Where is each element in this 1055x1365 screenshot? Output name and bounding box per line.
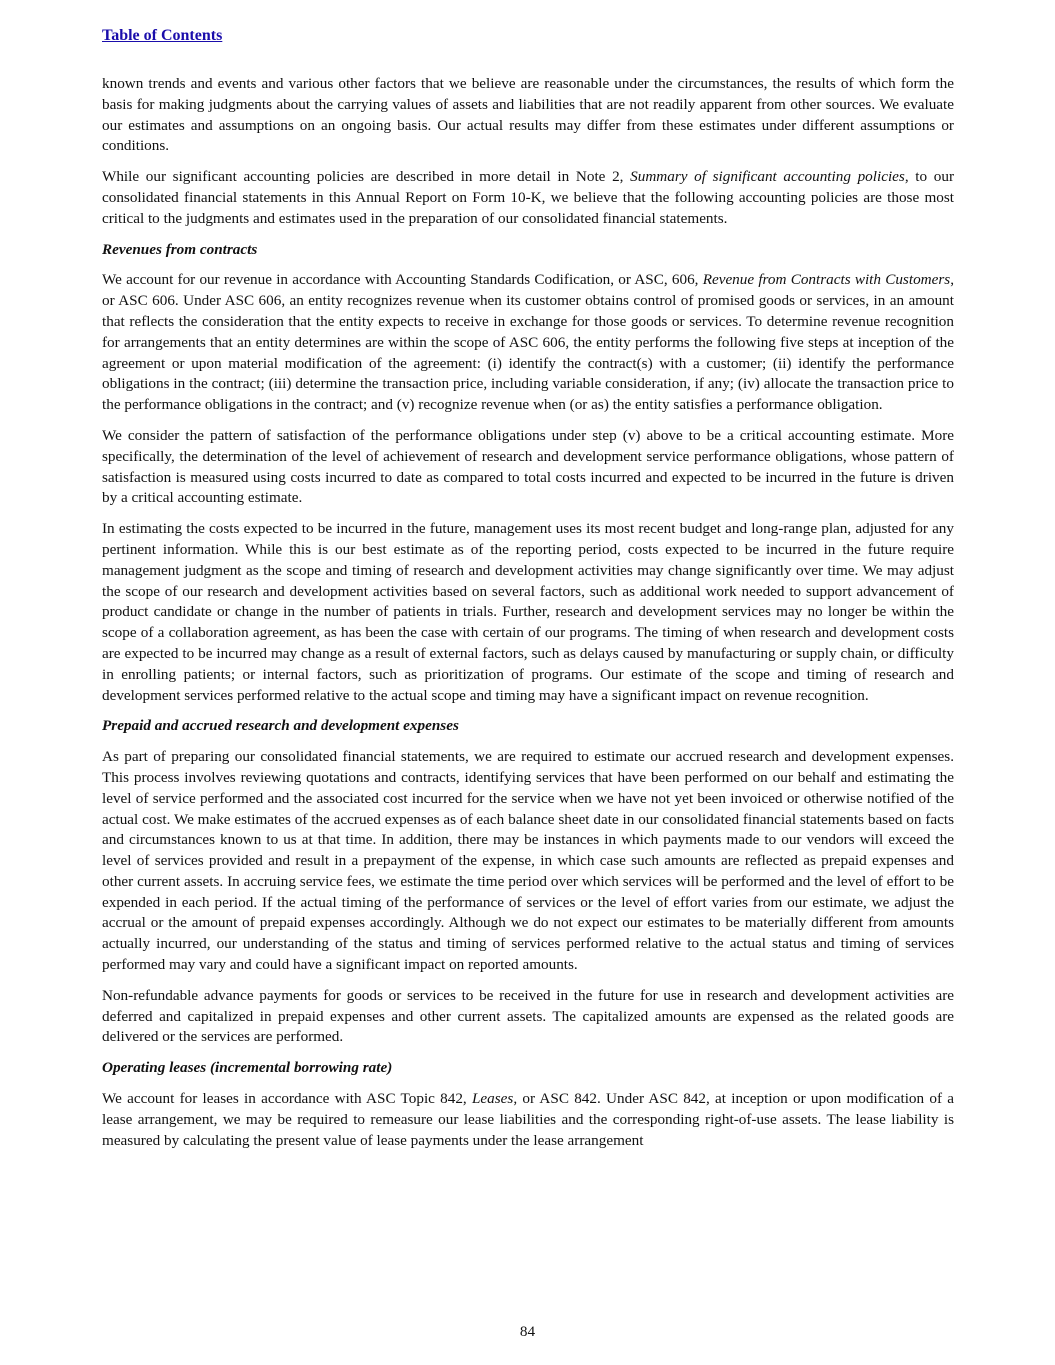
paragraph-text: While our significant accounting policies are described in more detail in Note 2, [102, 168, 631, 186]
paragraph-performance-obligations: We consider the pattern of satisfaction of the performance obligations under step (v) above to be a critical accounting estimate. More specifically, the determination of the level of achievement of research and development service performance obligations, whose pattern of satisfaction is measured using costs incurred to date as compared to total costs incurred and expected to be incurred in the future is driven by a critical accounting estimate. [102, 426, 954, 507]
paragraph-significant-policies [102, 167, 954, 229]
standard-title: Leases [471, 1090, 514, 1108]
document-body [102, 74, 954, 1161]
heading-prepaid-accrued-rd: Prepaid and accrued research and development expenses [102, 717, 459, 735]
paragraph-text: , or ASC 606. Under ASC 606, an entity recognizes revenue when its customer obtains control of promised goods or services, in an amount that reflects the consideration that the entity expects to receive in exchange for those goods or services. To determine revenue recognition for arrangements that an entity determines are within the scope of ASC 606, the entity performs the following five steps at inception of the agreement or upon material modification of the agreement: (i) identify the contract(s) with a customer; (ii) identify the performance obligations in the contract; (iii) determine the transaction price, including variable consideration, if any; (iv) allocate the transaction price to the performance obligations in the contract; and (v) recognize revenue when (or as) the entity satisfies a performance obligation. [102, 271, 954, 414]
paragraph-text: We account for our revenue in accordance with Accounting Standards Codification, or ASC, 606, [102, 271, 703, 289]
paragraph-cost-estimates: In estimating the costs expected to be incurred in the future, management uses its most recent budget and long-range plan, adjusted for any pertinent information. While this is our best estimate as of the reporting period, costs expected to be incurred in the future require management judgment as the scope and timing of research and development activities may change significantly over time. We may adjust the scope of our research and development activities based on several factors, such as additional work needed to support advancement of product candidate or change in the number of patients in trials. Further, research and development services may no longer be within the scope of a collaboration agreement, as has been the case with certain of our programs. The timing of when research and development costs are expected to be incurred may change as a result of external factors, such as delays caused by manufacturing or supply chain, or difficulty in enrolling patients; or internal factors, such as prioritization of programs. Our estimate of the scope and timing of research and development services performed relative to the actual scope and timing may have a significant impact on revenue recognition. [102, 520, 954, 704]
paragraph-asc-606 [102, 270, 954, 416]
heading-operating-leases: Operating leases (incremental borrowing rate) [102, 1059, 393, 1077]
paragraph-intro-continued: known trends and events and various other factors that we believe are reasonable under the circumstances, the results of which form the basis for making judgments about the carrying values of assets and liabilities that are not readily apparent from other sources. We evaluate our estimates and assumptions on an ongoing basis. Our actual results may differ from these estimates under different assumptions or conditions. [102, 75, 954, 155]
paragraph-asc-842 [102, 1089, 954, 1151]
note-title: Summary of significant accounting policies [630, 168, 905, 186]
paragraph-text: , or ASC 842. Under ASC 842, at inception or upon modification of a lease arrangement, we may be required to remeasure our lease liabilities and the corresponding right-of-use assets. The lease liability is measured by calculating the present value of lease payments under the lease arrangement [102, 1090, 954, 1149]
paragraph-accrued-expenses: As part of preparing our consolidated financial statements, we are required to estimate our accrued research and development expenses. This process involves reviewing quotations and contracts, identifying services that have been performed on our behalf and estimating the level of service performed and the associated cost incurred for the service when we have not yet been invoiced or otherwise notified of the actual cost. We make estimates of the accrued expenses as of each balance sheet date in our consolidated financial statements based on facts and circumstances known to us at that time. In addition, there may be instances in which payments made to our vendors will exceed the level of services provided and result in a prepayment of the expense, in which case such amounts are reflected as prepaid expenses and other current assets. In accruing service fees, we estimate the time period over which services will be performed and the level of effort to be expended in each period. If the actual timing of the performance of services or the level of effort varies from our estimate, we adjust the accrual or the amount of prepaid expenses accordingly. Although we do not expect our estimates to be materially different from amounts actually incurred, our understanding of the status and timing of services performed relative to the actual status and timing of services performed may vary and could have a significant impact on reported amounts. [102, 748, 954, 974]
table-of-contents-link[interactable]: Table of Contents [102, 27, 223, 44]
page-number: 84 [519, 1323, 536, 1340]
standard-title: Revenue from Contracts with Customers [702, 271, 951, 289]
heading-revenues-from-contracts: Revenues from contracts [102, 240, 258, 258]
paragraph-advance-payments: Non-refundable advance payments for goods or services to be received in the future for use in research and development activities are deferred and capitalized in prepaid expenses and other current assets. The capitalized amounts are expensed as the related goods are delivered or the services are performed. [102, 986, 954, 1046]
paragraph-text: We account for leases in accordance with ASC Topic 842, [102, 1090, 472, 1108]
paragraph-text: , to our consolidated financial statements in this Annual Report on Form 10-K, we believe that the following accounting policies are those most critical to the judgments and estimates used in the preparation of our consolidated financial statements. [102, 168, 955, 227]
